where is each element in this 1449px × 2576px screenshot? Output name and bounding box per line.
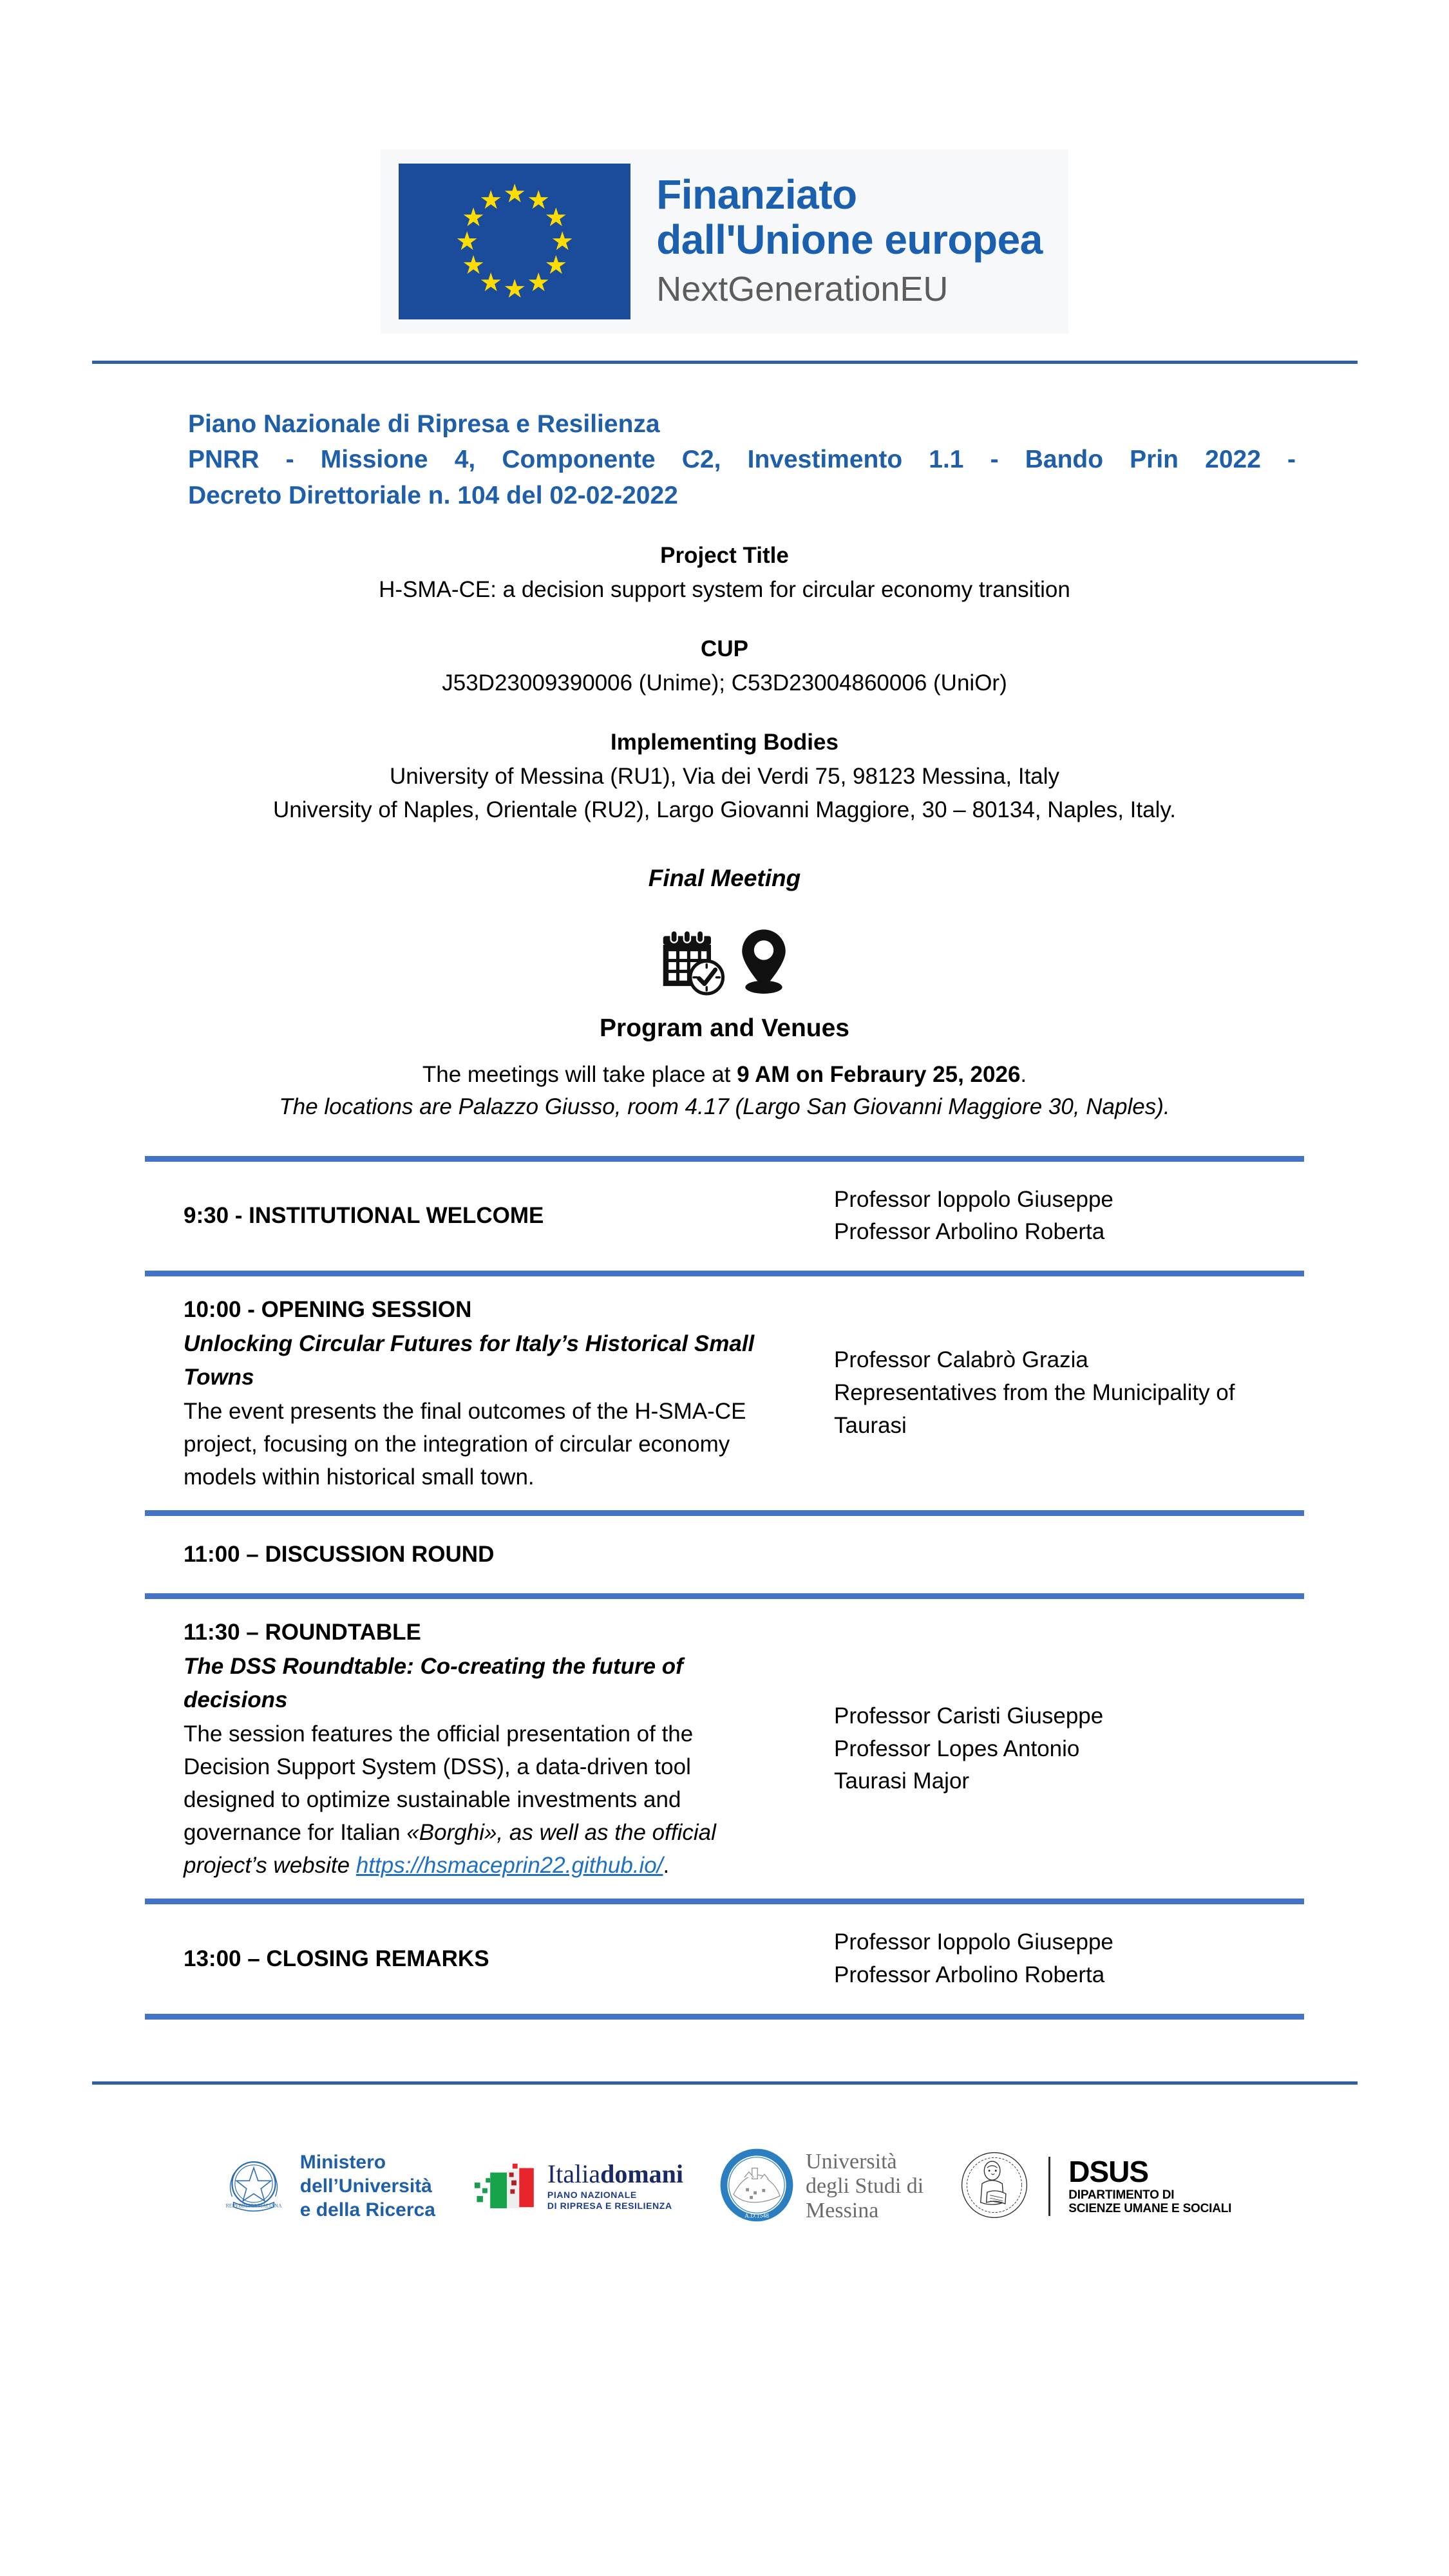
dsus-title: DSUS — [1068, 2154, 1149, 2188]
session-info-cell — [145, 1920, 795, 1998]
implementing-bodies-section — [0, 726, 1449, 828]
eu-star-icon: ★ — [527, 269, 551, 298]
calendar-clock-icon — [659, 927, 728, 1000]
meeting-datetime — [0, 1062, 1449, 1088]
eu-flag-icon — [399, 164, 630, 319]
session-description-italic: «Borghi», as well as the official project’s website — [184, 1820, 716, 1879]
session-description-end: . — [663, 1853, 670, 1879]
session-info-cell — [145, 1177, 795, 1255]
pnrr-header-line3: Decreto Direttoriale n. 104 del 02-02-2022 — [188, 481, 678, 509]
meeting-when-suffix: . — [1020, 1061, 1027, 1087]
speaker-name: Professor Ioppolo Giuseppe — [834, 1186, 1113, 1212]
speaker-name: Professor Lopes Antonio — [834, 1736, 1080, 1761]
eu-banner-line3: NextGenerationEU — [656, 269, 949, 308]
cup-section — [0, 632, 1449, 700]
table-row — [145, 1516, 1304, 1594]
eu-star-icon: ★ — [503, 180, 527, 208]
speaker-name: Professor Arbolino Roberta — [834, 1219, 1105, 1245]
meeting-when-bold: 9 AM on Febraury 25, 2026 — [737, 1061, 1021, 1087]
speaker-name: Professor Caristi Giuseppe — [834, 1703, 1104, 1728]
unime-logo — [718, 2146, 923, 2227]
speaker-name: Professor Calabrò Grazia — [834, 1347, 1088, 1373]
schedule-divider — [145, 1271, 1304, 1276]
speaker-name: Taurasi Major — [834, 1768, 970, 1794]
italiadomani-title-bold: domani — [600, 2159, 684, 2188]
ministero-logo — [218, 2149, 435, 2224]
session-speakers-cell — [795, 1904, 1304, 2014]
session-description-part1: The session features the official presentation of the Decision Support System (DSS), a data-driven tool designed to optimize sustainable investments and governance for Italian — [184, 1721, 694, 1846]
session-subtitle: The DSS Roundtable: Co-creating the future of decisions — [184, 1653, 683, 1713]
footer-logos — [0, 2146, 1449, 2227]
eu-star-icon: ★ — [503, 275, 527, 303]
unime-line1: Università — [806, 2150, 897, 2174]
schedule-divider — [145, 1156, 1304, 1162]
pnrr-header — [188, 406, 1296, 513]
session-time-title: 10:00 - OPENING SESSION — [184, 1297, 472, 1323]
dsus-sub1: DIPARTIMENTO DI — [1068, 2188, 1175, 2202]
eu-banner-line2: dall'Unione europea — [656, 216, 1043, 263]
table-row — [145, 1599, 1304, 1899]
session-info-cell — [145, 1276, 795, 1510]
meeting-when-prefix: The meetings will take place at — [422, 1061, 737, 1087]
program-and-venues-title: Program and Venues — [600, 1014, 849, 1042]
eu-star-icon: ★ — [479, 185, 503, 214]
implementing-bodies-line1: University of Messina (RU1), Via dei Verdi 75, 98123 Messina, Italy — [389, 763, 1060, 789]
table-row — [145, 1162, 1304, 1271]
eu-star-icon: ★ — [462, 251, 486, 279]
session-speakers-cell — [795, 1327, 1304, 1459]
italiadomani-sub1: PIANO NAZIONALE — [547, 2189, 637, 2200]
schedule-table — [145, 1156, 1304, 2020]
speaker-name: Professor Arbolino Roberta — [834, 1962, 1105, 1988]
project-title-section — [0, 539, 1449, 607]
unime-line3: Messina — [806, 2199, 879, 2223]
dsus-sub2: SCIENZE UMANE E SOCIALI — [1068, 2201, 1232, 2215]
italian-republic-emblem-icon — [218, 2149, 290, 2224]
pnrr-header-line1: Piano Nazionale di Ripresa e Resilienza — [188, 410, 660, 438]
svg-text:REPVBBLICA ITALIANA: REPVBBLICA ITALIANA — [225, 2202, 282, 2209]
unime-seal-year: A.D.1548 — [744, 2212, 769, 2220]
eu-star-icon: ★ — [462, 204, 486, 232]
eu-star-icon: ★ — [455, 227, 479, 256]
project-title-value: H-SMA-CE: a decision support system for circular economy transition — [379, 576, 1070, 602]
meeting-location: The locations are Palazzo Giusso, room 4.17 (Largo San Giovanni Maggiore 30, Naples). — [279, 1094, 1170, 1119]
footer-divider — [92, 2081, 1358, 2085]
speaker-name: Professor Ioppolo Giuseppe — [834, 1929, 1113, 1955]
session-time-title: 11:30 – ROUNDTABLE — [184, 1620, 421, 1645]
eu-banner-line1: Finanziato — [656, 171, 857, 218]
italiadomani-logo — [470, 2155, 683, 2218]
implementing-bodies-label: Implementing Bodies — [611, 730, 838, 755]
speaker-name: Representatives from the Municipality of Taurasi — [834, 1380, 1235, 1438]
table-row — [145, 1904, 1304, 2014]
session-subtitle: Unlocking Circular Futures for Italy’s Historical Small Towns — [184, 1331, 755, 1390]
ministero-line2: dell’Università — [299, 2175, 432, 2197]
session-speakers-cell — [795, 1162, 1304, 1271]
session-time-title: 11:00 – DISCUSSION ROUND — [184, 1541, 495, 1567]
eu-star-icon: ★ — [544, 251, 568, 279]
pnrr-header-line2: PNRR - Missione 4, Componente C2, Investimento 1.1 - Bando Prin 2022 - — [188, 446, 1296, 474]
eu-star-icon: ★ — [527, 185, 551, 214]
cup-label: CUP — [701, 636, 748, 662]
dsus-divider — [1048, 2157, 1050, 2216]
ministero-line3: e della Ricerca — [299, 2199, 435, 2221]
ministero-line1: Ministero — [299, 2152, 386, 2174]
header-divider-top — [92, 361, 1358, 364]
schedule-divider — [145, 2014, 1304, 2020]
session-time-title: 13:00 – CLOSING REMARKS — [184, 1946, 489, 1971]
dsus-logo — [958, 2149, 1231, 2224]
schedule-divider — [145, 1510, 1304, 1516]
final-meeting-label: Final Meeting — [648, 864, 801, 891]
project-title-label: Project Title — [660, 543, 789, 569]
session-description — [184, 1718, 770, 1882]
session-description: The event presents the final outcomes of the H-SMA-CE project, focusing on the integration of circular economy models within historical small town. — [184, 1398, 746, 1490]
eu-star-icon: ★ — [479, 269, 503, 298]
table-row — [145, 1276, 1304, 1510]
project-website-link[interactable]: https://hsmaceprin22.github.io/ — [355, 1853, 663, 1879]
schedule-divider — [145, 1899, 1304, 1904]
italiadomani-title-light: Italia — [547, 2159, 601, 2188]
map-pin-icon — [737, 927, 790, 1000]
session-info-cell — [145, 1599, 795, 1899]
unime-line2: degli Studi di — [806, 2174, 924, 2199]
italy-flag-pixel-icon — [470, 2155, 537, 2218]
implementing-bodies-line2: University of Naples, Orientale (RU2), Largo Giovanni Maggiore, 30 – 80134, Naples, Italy. — [273, 797, 1176, 823]
schedule-divider — [145, 1593, 1304, 1599]
session-speakers-cell — [795, 1683, 1304, 1815]
session-time-title: 9:30 - INSTITUTIONAL WELCOME — [184, 1203, 544, 1229]
eu-star-icon: ★ — [551, 227, 574, 256]
orientale-seal-icon — [958, 2149, 1030, 2224]
eu-funding-banner — [0, 0, 1449, 334]
italiadomani-sub2: DI RIPRESA E RESILIENZA — [547, 2201, 672, 2211]
meeting-icons-row — [0, 923, 1449, 1000]
eu-star-icon: ★ — [544, 204, 568, 232]
university-messina-seal-icon — [718, 2146, 795, 2227]
session-speakers-cell — [795, 1533, 1304, 1577]
cup-value: J53D23009390006 (Unime); C53D23004860006 (UniOr) — [442, 670, 1007, 696]
session-info-cell — [145, 1516, 795, 1594]
